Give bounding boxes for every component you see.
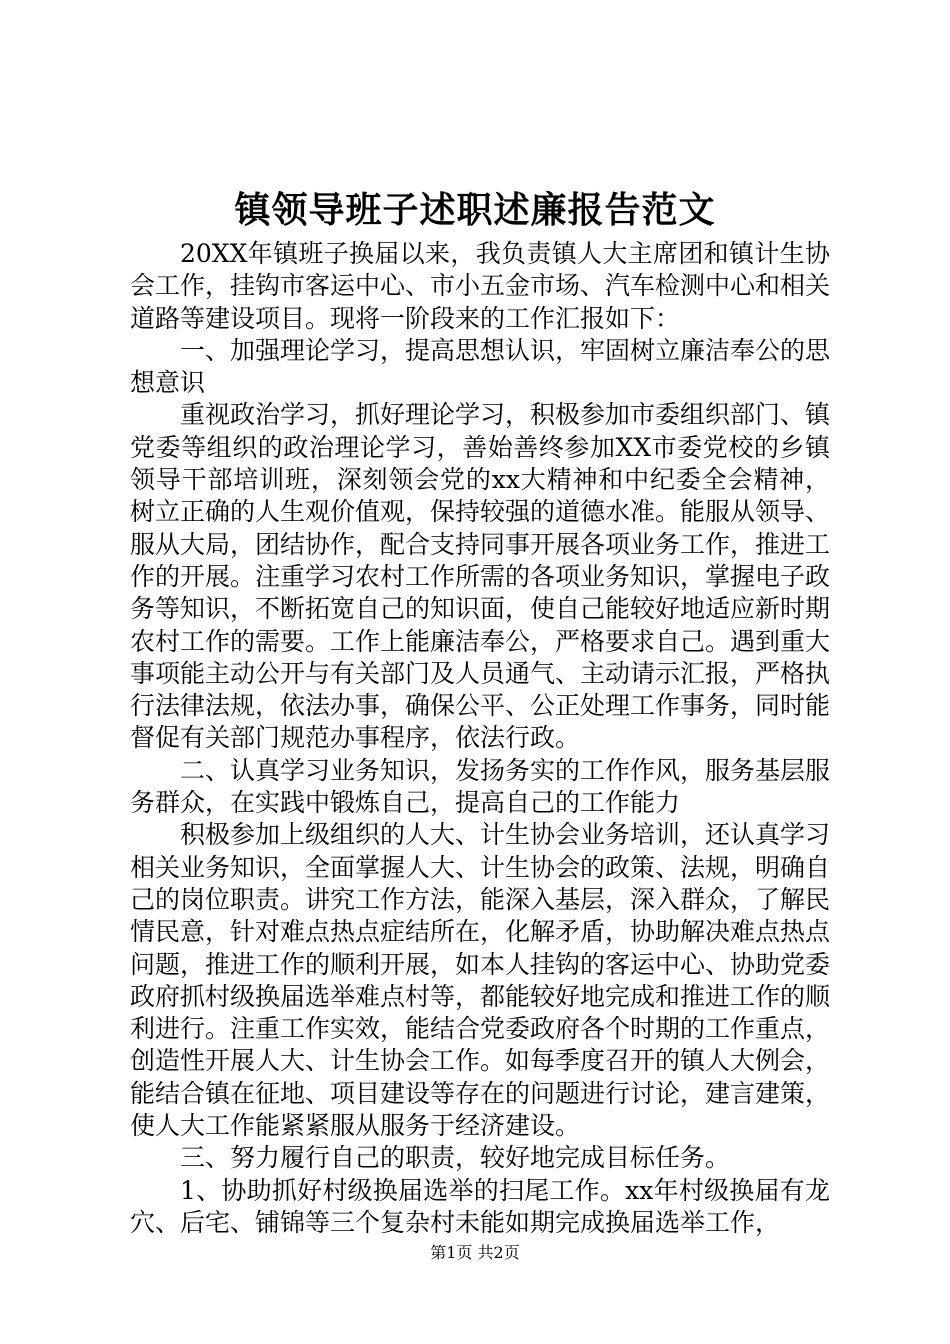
document-title: 镇领导班子述职述廉报告范文 [234, 189, 716, 231]
section-heading-1: 一、加强理论学习，提高思想认识，牢固树立廉洁奉公的思想意识 [130, 335, 831, 398]
page-footer: 第1页 共2页 [430, 1243, 520, 1262]
section-body-1: 重视政治学习，抓好理论学习，积极参加市委组织部门、镇党委等组织的政治理论学习，善始善终参加XX市委党校的乡镇领导干部培训班，深刻领会党的xx大精神和中纪委全会精神，树立正确的人生观价值观，保持较强的道德水准。能服从领导、服从大局，团结协作，配合支持同事开展各项业务工作，推进工作的开展。注重学习农村工作所需的各项业务知识，掌握电子政务等知识，不断拓宽自己的知识面，使自己能较好地适应新时期农村工作的需要。工作上能廉洁奉公，严格要求自己。遇到重大事项能主动公开与有关部门及人员通气、主动请示汇报，严格执行法律法规，依法办事，确保公平、公正处理工作事务，同时能督促有关部门规范办事程序，依法行政。 [130, 400, 831, 753]
intro-paragraph: 20XX年镇班子换届以来，我负责镇人大主席团和镇计生协会工作，挂钩市客运中心、市小五金市场、汽车检测中心和相关道路等建设项目。现将一阶段来的工作汇报如下： [130, 239, 831, 333]
document-body [130, 238, 830, 1239]
section-heading-2: 二、认真学习业务知识，发扬务实的工作作风，服务基层服务群众，在实践中锻炼自己，提高自己的工作能力 [130, 755, 831, 818]
section-item-1: 1、协助抓好村级换届选举的扫尾工作。xx年村级换届有龙穴、后宅、铺锦等三个复杂村未能如期完成换届选举工作， [130, 1175, 830, 1237]
section-body-2: 积极参加上级组织的人大、计生协会业务培训，还认真学习相关业务知识，全面掌握人大、计生协会的政策、法规，明确自己的岗位职责。讲究工作方法，能深入基层，深入群众，了解民情民意，针对难点热点症结所在，化解矛盾，协助解决难点热点问题，推进工作的顺利开展，如本人挂钩的客运中心、协助党委政府抓村级换届选举难点村等，都能较好地完成和推进工作的顺利进行。注重工作实效，能结合党委政府各个时期的工作重点，创造性开展人大、计生协会工作。如每季度召开的镇人大例会，能结合镇在征地、项目建设等存在的问题进行讨论，建言建策，使人大工作能紧紧服从服务于经济建设。 [130, 820, 831, 1141]
section-heading-3: 三、努力履行自己的职责，较好地完成目标任务。 [180, 1143, 731, 1173]
